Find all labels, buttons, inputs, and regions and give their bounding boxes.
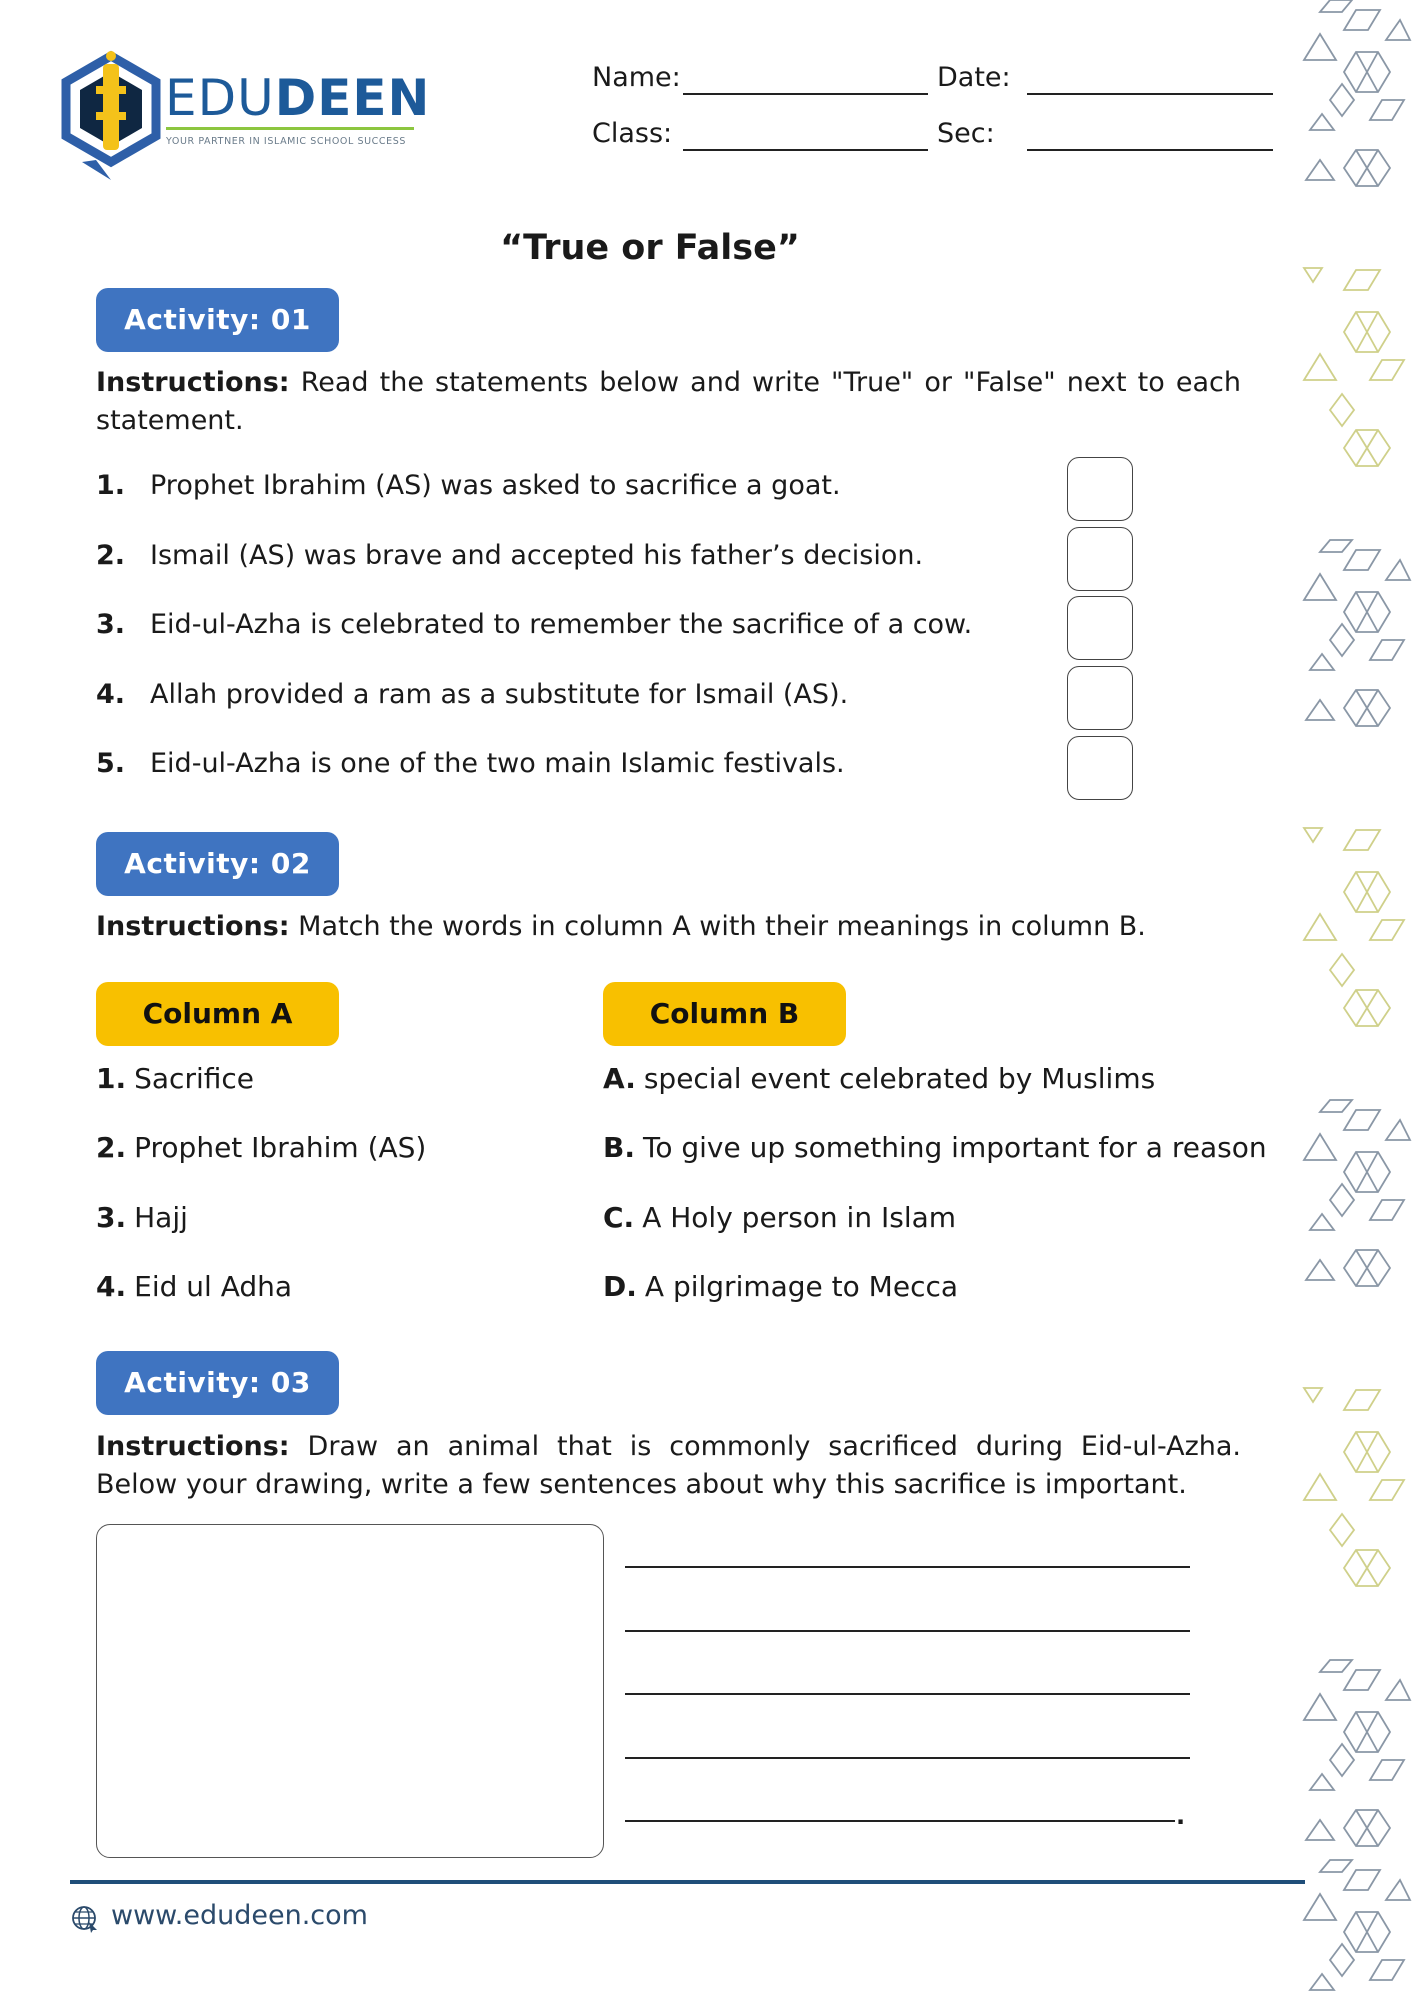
statement-5 [96,748,845,779]
statement-4 [96,679,848,710]
answer-line-1[interactable] [625,1566,1190,1568]
sec-field[interactable] [1027,149,1273,151]
item-key: 3. [96,1201,127,1234]
column-a-item-3 [96,1201,188,1234]
column-b-badge: Column B [603,982,846,1046]
sec-label: Sec: [937,118,995,149]
statement-3 [96,609,972,640]
activity-03-instructions [96,1428,1241,1504]
statement-2 [96,540,923,571]
statement-number: 2. [96,540,126,571]
statement-text: Eid-ul-Azha is celebrated to remember the sacrifice of a cow. [150,609,973,640]
statement-number: 4. [96,679,126,710]
activity-01-instructions [96,364,1241,440]
statement-1 [96,470,841,501]
item-text: A Holy person in Islam [642,1201,957,1234]
item-text: Prophet Ibrahim (AS) [134,1131,427,1164]
logo-underline [166,127,414,130]
column-a-item-1 [96,1062,254,1095]
item-key: C. [603,1201,635,1234]
answer-box-2[interactable] [1067,527,1133,591]
instructions-text: Match the words in column A with their meanings in column B. [289,911,1146,942]
column-b-item-a [603,1062,1155,1095]
name-field[interactable] [683,93,928,95]
answer-line-4[interactable] [625,1757,1190,1759]
footer-website-link[interactable]: www.edudeen.com [111,1900,368,1931]
item-text: Sacrifice [134,1062,254,1095]
instructions-label: Instructions: [96,911,290,942]
column-a-badge: Column A [96,982,339,1046]
item-key: 2. [96,1131,127,1164]
column-b-item-c [603,1201,956,1234]
activity-02-instructions [96,908,1241,946]
item-key: D. [603,1270,637,1303]
item-key: 1. [96,1062,127,1095]
instructions-label: Instructions: [96,367,290,398]
logo-word-deen: DEEN [274,69,431,127]
logo-emblem-icon [56,42,166,182]
footer-divider [70,1880,1305,1884]
globe-icon [70,1904,100,1934]
class-label: Class: [592,118,673,149]
item-text: Eid ul Adha [134,1270,293,1303]
answer-line-2[interactable] [625,1630,1190,1632]
item-text: special event celebrated by Muslims [643,1062,1156,1095]
activity-01-badge: Activity: 01 [96,288,339,352]
column-b-item-b [603,1131,1267,1164]
statement-text: Allah provided a ram as a substitute for Ismail (AS). [150,679,849,710]
item-key: B. [603,1131,635,1164]
instructions-text: Read the statements below and write "True" or "False" next to each statement. [96,367,1241,436]
answer-box-4[interactable] [1067,666,1133,730]
item-key: 4. [96,1270,127,1303]
activity-02-badge: Activity: 02 [96,832,339,896]
instructions-text: Draw an animal that is commonly sacrificed during Eid-ul-Azha. Below your drawing, write a few sentences about why this sacrifice is important. [96,1431,1241,1500]
decorative-pattern [1300,0,1414,2000]
drawing-box[interactable] [96,1524,604,1858]
item-text: A pilgrimage to Mecca [644,1270,959,1303]
statement-text: Eid-ul-Azha is one of the two main Islamic festivals. [150,748,845,779]
item-text: To give up something important for a reason [642,1131,1267,1164]
activity-03-badge: Activity: 03 [96,1351,339,1415]
logo-word-edu: EDU [165,69,275,127]
item-text: Hajj [134,1201,188,1234]
logo-wordmark [165,69,431,127]
statement-text: Prophet Ibrahim (AS) was asked to sacrifice a goat. [150,470,841,501]
item-key: A. [603,1062,636,1095]
name-label: Name: [592,62,681,93]
column-a-item-4 [96,1270,292,1303]
logo-tagline: YOUR PARTNER IN ISLAMIC SCHOOL SUCCESS [166,136,407,147]
end-period: . [1176,1802,1186,1830]
page-title: “True or False” [500,228,800,268]
answer-box-1[interactable] [1067,457,1133,521]
statement-number: 1. [96,470,126,501]
date-field[interactable] [1027,93,1273,95]
statement-number: 3. [96,609,126,640]
column-b-item-d [603,1270,958,1303]
statement-number: 5. [96,748,126,779]
answer-box-3[interactable] [1067,596,1133,660]
column-a-item-2 [96,1131,426,1164]
answer-line-3[interactable] [625,1693,1190,1695]
answer-line-5[interactable] [625,1820,1175,1822]
class-field[interactable] [683,149,928,151]
instructions-label: Instructions: [96,1431,290,1462]
statement-text: Ismail (AS) was brave and accepted his father’s decision. [150,540,924,571]
date-label: Date: [937,62,1011,93]
answer-box-5[interactable] [1067,736,1133,800]
